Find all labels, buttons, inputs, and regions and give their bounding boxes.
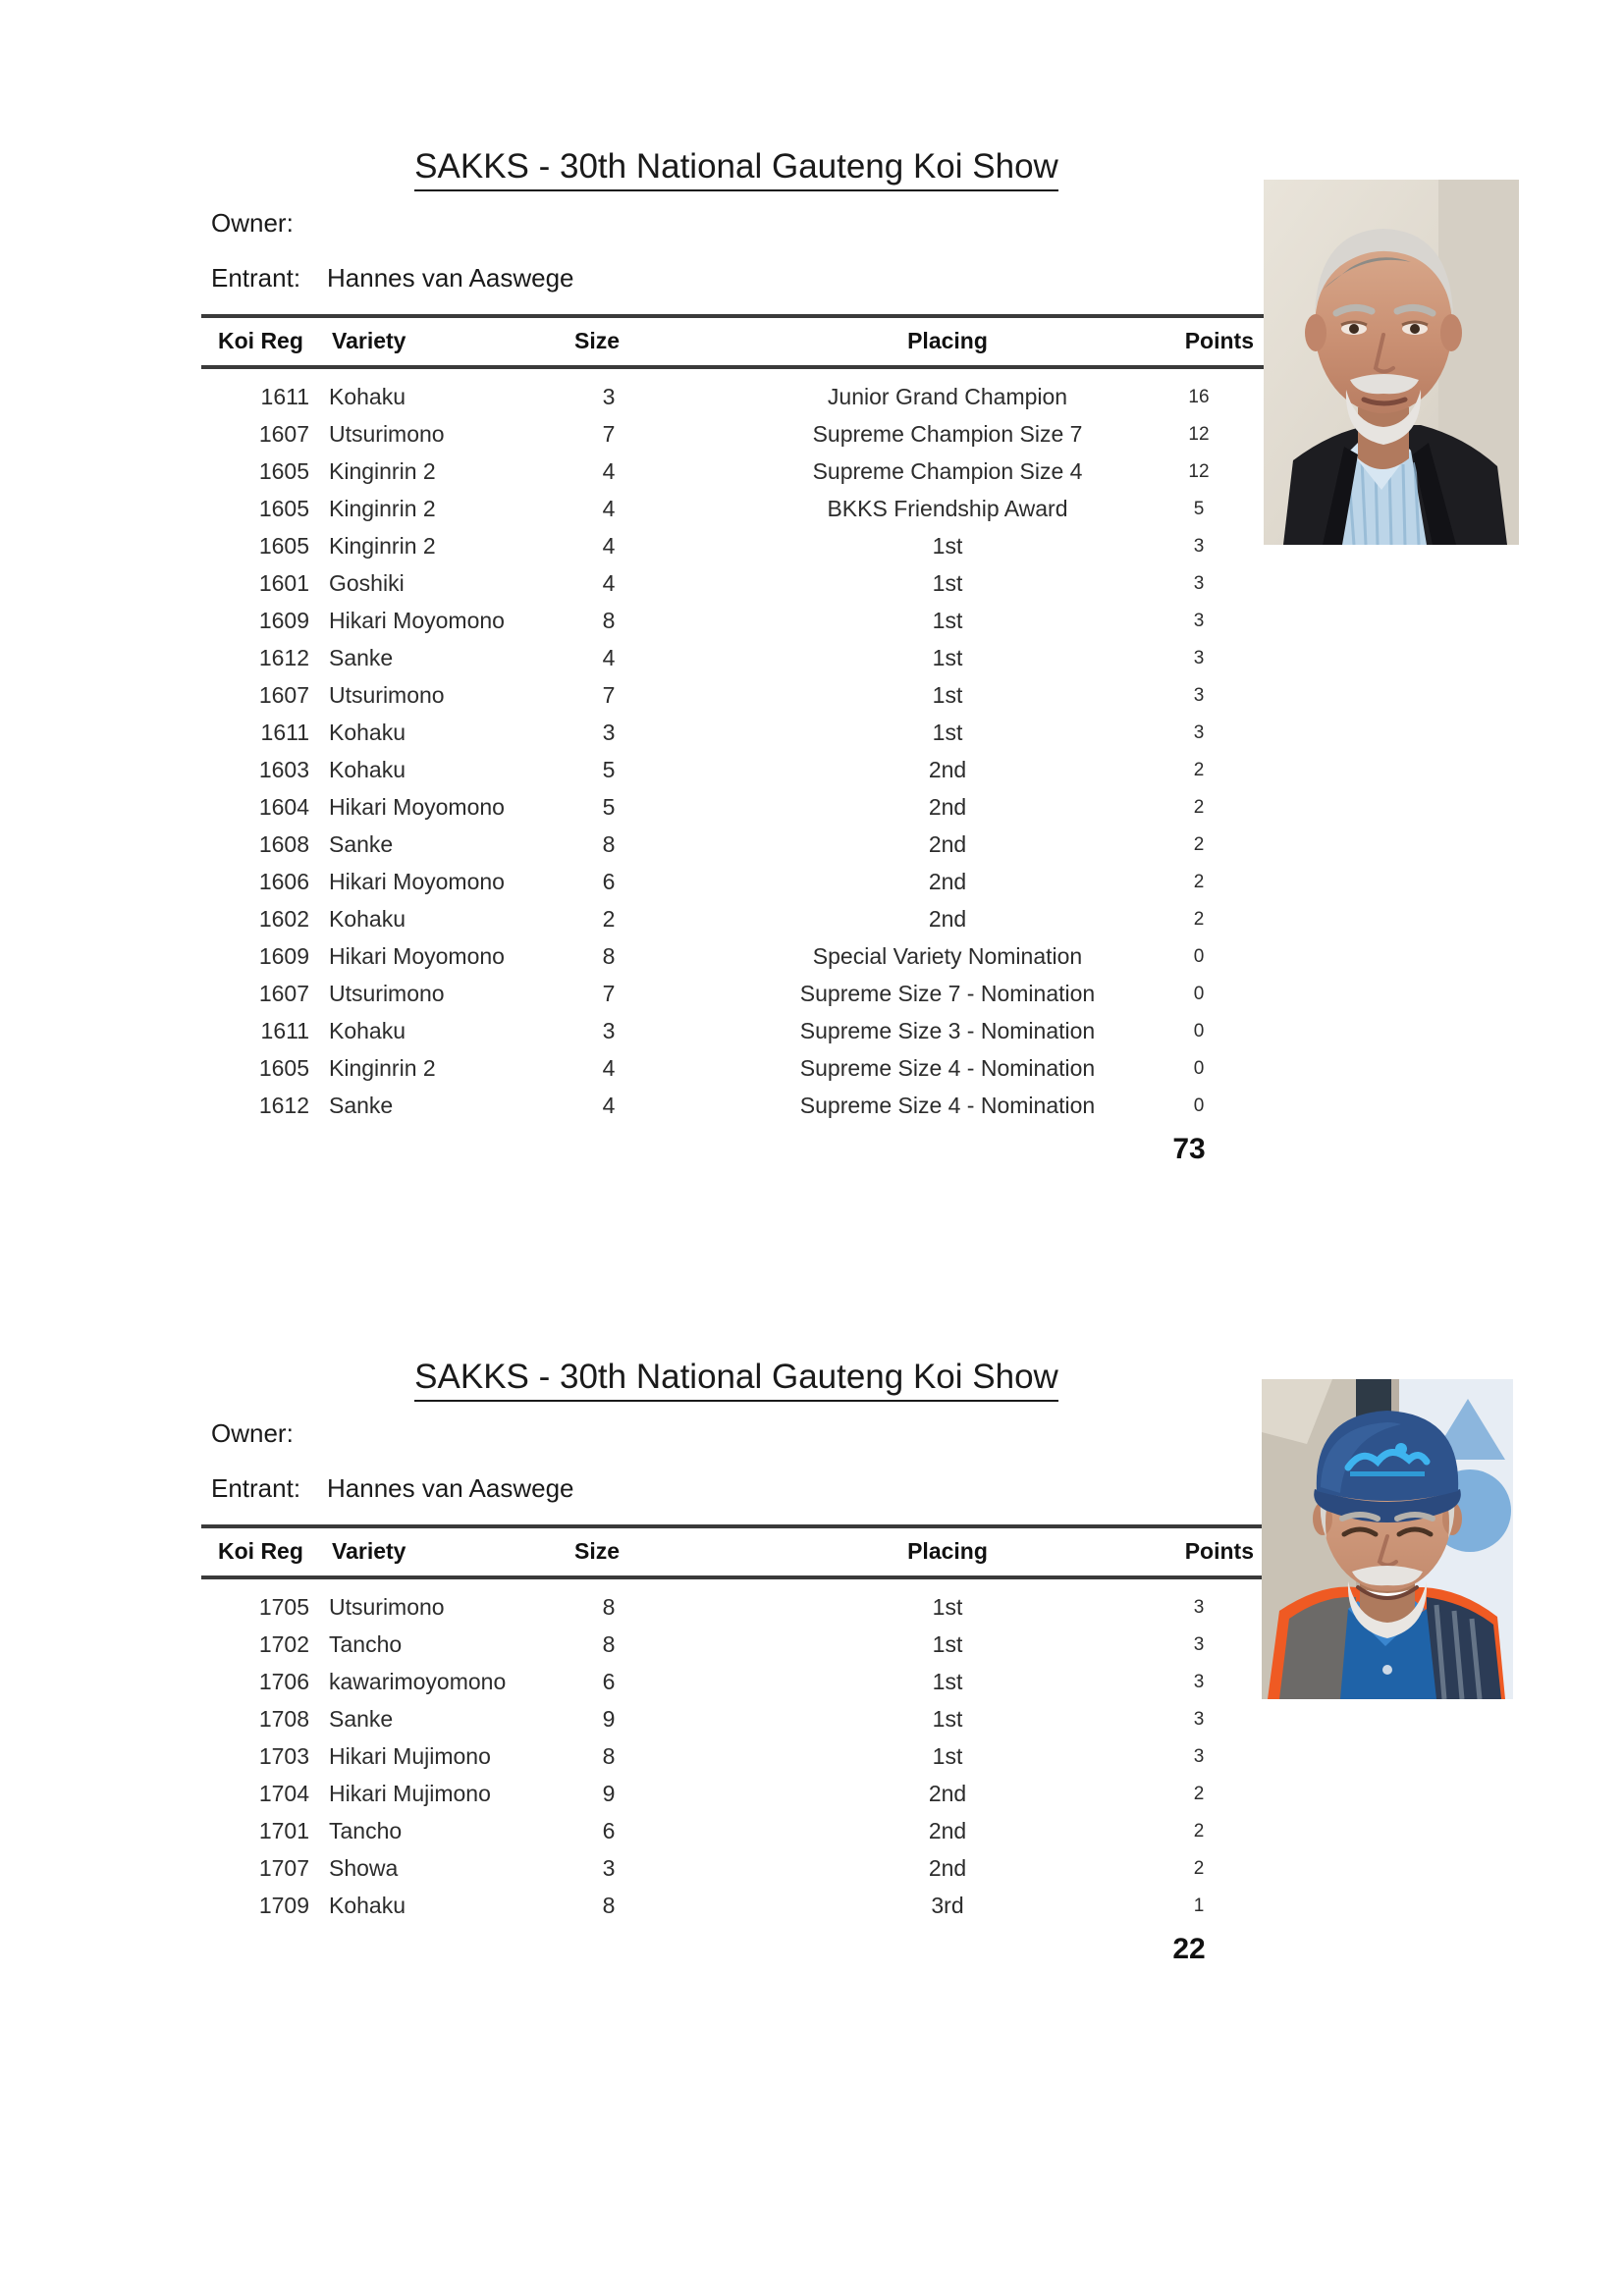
points-cell: 3 — [1193, 536, 1205, 557]
variety-cell: Hikari Moyomono — [329, 794, 505, 820]
column-header-points-1: Points — [1184, 328, 1254, 353]
points-cell: 3 — [1193, 1709, 1205, 1730]
variety-cell: Hikari Moyomono — [329, 608, 505, 633]
koi-reg-cell: 1605 — [258, 496, 309, 521]
variety-cell: Tancho — [329, 1631, 403, 1657]
variety-cell: Hikari Moyomono — [329, 869, 505, 894]
placing-cell: BKKS Friendship Award — [827, 496, 1068, 521]
variety-cell: Utsurimono — [329, 981, 445, 1006]
table-header-row-1 — [201, 318, 1272, 363]
total-points-2: 22 — [1172, 1933, 1206, 1965]
size-cell: 8 — [602, 943, 616, 969]
points-cell: 2 — [1193, 834, 1205, 855]
points-cell: 0 — [1193, 984, 1205, 1004]
variety-cell: Hikari Mujimono — [329, 1743, 491, 1769]
points-cell: 0 — [1193, 1058, 1205, 1079]
size-cell: 7 — [602, 682, 616, 708]
entrant-value-2: Hannes van Aaswege — [327, 1473, 574, 1503]
size-cell: 3 — [602, 1018, 616, 1043]
points-cell: 3 — [1193, 573, 1205, 594]
variety-cell: Hikari Moyomono — [329, 943, 505, 969]
table-row — [201, 1701, 1272, 1738]
table-row — [201, 827, 1272, 864]
koi-reg-cell: 1605 — [258, 533, 309, 559]
entrant-value-1: Hannes van Aaswege — [327, 263, 574, 293]
variety-cell: Kohaku — [329, 720, 406, 745]
column-header-koi-reg-1: Koi Reg — [218, 328, 303, 353]
table-row — [201, 528, 1272, 565]
koi-reg-cell: 1611 — [260, 1018, 309, 1043]
variety-cell: Kohaku — [329, 384, 406, 409]
column-header-points-2: Points — [1184, 1538, 1254, 1564]
koi-reg-cell: 1707 — [258, 1855, 309, 1881]
table-row — [201, 864, 1272, 901]
table-row — [201, 1738, 1272, 1776]
table-row — [201, 1776, 1272, 1813]
table-row — [201, 1088, 1272, 1125]
placing-cell: Supreme Size 4 - Nomination — [799, 1093, 1096, 1118]
size-cell: 7 — [602, 421, 616, 447]
points-cell: 3 — [1193, 685, 1205, 706]
koi-reg-cell: 1703 — [258, 1743, 309, 1769]
koi-reg-cell: 1709 — [258, 1893, 309, 1918]
placing-cell: Supreme Size 4 - Nomination — [799, 1055, 1096, 1081]
variety-cell: Kohaku — [329, 906, 406, 932]
variety-cell: Goshiki — [329, 570, 405, 596]
koi-reg-cell: 1605 — [258, 1055, 309, 1081]
points-cell: 3 — [1193, 648, 1205, 668]
koi-reg-cell: 1708 — [258, 1706, 309, 1732]
size-cell: 8 — [602, 1893, 616, 1918]
koi-reg-cell: 1612 — [258, 645, 309, 670]
variety-cell: kawarimoyomono — [329, 1669, 507, 1694]
placing-cell: 1st — [932, 1706, 963, 1732]
variety-cell: Showa — [329, 1855, 399, 1881]
table-row — [201, 603, 1272, 640]
size-cell: 9 — [602, 1706, 616, 1732]
entrant-line-2 — [211, 1473, 574, 1504]
size-cell: 7 — [602, 981, 616, 1006]
results-table-1 — [201, 314, 1272, 1176]
size-cell: 8 — [602, 1631, 616, 1657]
table-row — [201, 491, 1272, 528]
koi-reg-cell: 1601 — [258, 570, 309, 596]
variety-cell: Sanke — [329, 645, 394, 670]
owner-line-2 — [211, 1418, 327, 1449]
koi-reg-cell: 1607 — [258, 981, 309, 1006]
page-title-1-text: SAKKS - 30th National Gauteng Koi Show — [414, 147, 1058, 191]
column-header-size-2: Size — [574, 1538, 621, 1564]
table-row — [201, 640, 1272, 677]
koi-reg-cell: 1706 — [258, 1669, 309, 1694]
koi-reg-cell: 1611 — [260, 384, 309, 409]
size-cell: 4 — [602, 533, 616, 559]
size-cell: 2 — [602, 906, 616, 932]
points-cell: 12 — [1188, 424, 1210, 445]
placing-cell: 1st — [932, 1594, 963, 1620]
size-cell: 8 — [602, 608, 616, 633]
table-body-2 — [201, 1579, 1272, 1925]
size-cell: 3 — [602, 1855, 616, 1881]
variety-cell: Utsurimono — [329, 1594, 445, 1620]
placing-cell: 1st — [932, 720, 963, 745]
placing-cell: Supreme Champion Size 4 — [812, 458, 1083, 484]
results-table-2 — [201, 1524, 1272, 1976]
variety-cell: Utsurimono — [329, 421, 445, 447]
size-cell: 5 — [602, 757, 616, 782]
table-row — [201, 1888, 1272, 1925]
column-header-variety-2: Variety — [332, 1538, 406, 1564]
total-points-1: 73 — [1172, 1133, 1206, 1165]
variety-cell: Sanke — [329, 831, 394, 857]
placing-cell: 1st — [932, 645, 963, 670]
column-header-koi-reg-2: Koi Reg — [218, 1538, 303, 1564]
size-cell: 4 — [602, 458, 616, 484]
points-cell: 0 — [1193, 1021, 1205, 1041]
table-row — [201, 789, 1272, 827]
placing-cell: Supreme Size 7 - Nomination — [799, 981, 1096, 1006]
placing-cell: 2nd — [928, 1855, 967, 1881]
placing-cell: 1st — [932, 533, 963, 559]
table-body-1 — [201, 369, 1272, 1125]
entrant-photo-cap — [1262, 1379, 1513, 1699]
points-cell: 0 — [1193, 946, 1205, 967]
column-header-size-1: Size — [574, 328, 621, 353]
koi-reg-cell: 1612 — [258, 1093, 309, 1118]
entrant-photo-portrait — [1264, 180, 1519, 545]
size-cell: 3 — [602, 384, 616, 409]
table-row — [201, 715, 1272, 752]
variety-cell: Utsurimono — [329, 682, 445, 708]
table-row — [201, 1813, 1272, 1850]
koi-reg-cell: 1606 — [258, 869, 309, 894]
placing-cell: 2nd — [928, 1818, 967, 1843]
entrant-label-2: Entrant: — [211, 1473, 301, 1503]
placing-cell: Supreme Champion Size 7 — [812, 421, 1083, 447]
variety-cell: Hikari Mujimono — [329, 1781, 491, 1806]
size-cell: 4 — [602, 645, 616, 670]
placing-cell: Junior Grand Champion — [827, 384, 1068, 409]
points-cell: 3 — [1193, 611, 1205, 631]
placing-cell: 2nd — [928, 794, 967, 820]
points-cell: 12 — [1188, 461, 1210, 482]
placing-cell: 2nd — [928, 906, 967, 932]
owner-line-1 — [211, 208, 327, 239]
koi-reg-cell: 1608 — [258, 831, 309, 857]
placing-cell: Special Variety Nomination — [812, 943, 1083, 969]
table-row — [201, 1627, 1272, 1664]
page-title-2 — [201, 1358, 1272, 1397]
size-cell: 6 — [602, 869, 616, 894]
placing-cell: 1st — [932, 1743, 963, 1769]
size-cell: 4 — [602, 570, 616, 596]
placing-cell: 2nd — [928, 831, 967, 857]
koi-reg-cell: 1605 — [258, 458, 309, 484]
koi-reg-cell: 1702 — [258, 1631, 309, 1657]
size-cell: 8 — [602, 1594, 616, 1620]
variety-cell: Tancho — [329, 1818, 403, 1843]
table-row — [201, 1664, 1272, 1701]
table-row — [201, 752, 1272, 789]
points-cell: 3 — [1193, 1746, 1205, 1767]
points-cell: 5 — [1193, 499, 1205, 519]
variety-cell: Kohaku — [329, 1018, 406, 1043]
variety-cell: Sanke — [329, 1093, 394, 1118]
variety-cell: Sanke — [329, 1706, 394, 1732]
points-cell: 2 — [1193, 1858, 1205, 1879]
placing-cell: 1st — [932, 570, 963, 596]
table-row — [201, 901, 1272, 938]
column-header-variety-1: Variety — [332, 328, 406, 353]
entrant-line-1 — [211, 263, 574, 294]
points-cell: 1 — [1193, 1896, 1205, 1916]
table-row — [201, 454, 1272, 491]
table-row — [201, 1589, 1272, 1627]
koi-reg-cell: 1609 — [258, 943, 309, 969]
placing-cell: 3rd — [931, 1893, 964, 1918]
points-cell: 3 — [1193, 1597, 1205, 1618]
table-row — [201, 1050, 1272, 1088]
table-header-row-2 — [201, 1528, 1272, 1574]
size-cell: 3 — [602, 720, 616, 745]
koi-reg-cell: 1609 — [258, 608, 309, 633]
placing-cell: 1st — [932, 1669, 963, 1694]
placing-cell: 2nd — [928, 1781, 967, 1806]
size-cell: 9 — [602, 1781, 616, 1806]
points-cell: 16 — [1188, 387, 1210, 407]
table-row — [201, 565, 1272, 603]
table-row — [201, 938, 1272, 976]
table-row — [201, 1013, 1272, 1050]
size-cell: 8 — [602, 1743, 616, 1769]
table-row — [201, 379, 1272, 416]
koi-reg-cell: 1705 — [258, 1594, 309, 1620]
koi-reg-cell: 1604 — [258, 794, 309, 820]
size-cell: 8 — [602, 831, 616, 857]
size-cell: 4 — [602, 496, 616, 521]
points-cell: 3 — [1193, 722, 1205, 743]
total-row-2 — [201, 1925, 1272, 1976]
koi-reg-cell: 1603 — [258, 757, 309, 782]
size-cell: 6 — [602, 1669, 616, 1694]
points-cell: 0 — [1193, 1095, 1205, 1116]
size-cell: 6 — [602, 1818, 616, 1843]
koi-reg-cell: 1607 — [258, 682, 309, 708]
page-title-1 — [201, 147, 1272, 187]
column-header-placing-2: Placing — [907, 1538, 988, 1564]
size-cell: 4 — [602, 1055, 616, 1081]
points-cell: 2 — [1193, 909, 1205, 930]
koi-reg-cell: 1607 — [258, 421, 309, 447]
placing-cell: 1st — [932, 682, 963, 708]
variety-cell: Kinginrin 2 — [329, 496, 436, 521]
entrant-photo-portrait-graphic — [1264, 180, 1519, 545]
points-cell: 2 — [1193, 1821, 1205, 1842]
points-cell: 2 — [1193, 1784, 1205, 1804]
koi-reg-cell: 1611 — [260, 720, 309, 745]
variety-cell: Kinginrin 2 — [329, 458, 436, 484]
page-title-2-text: SAKKS - 30th National Gauteng Koi Show — [414, 1358, 1058, 1402]
table-row — [201, 976, 1272, 1013]
table-row — [201, 416, 1272, 454]
points-cell: 3 — [1193, 1634, 1205, 1655]
size-cell: 4 — [602, 1093, 616, 1118]
variety-cell: Kohaku — [329, 1893, 406, 1918]
koi-reg-cell: 1701 — [258, 1818, 309, 1843]
placing-cell: 1st — [932, 1631, 963, 1657]
table-row — [201, 677, 1272, 715]
points-cell: 2 — [1193, 797, 1205, 818]
koi-reg-cell: 1704 — [258, 1781, 309, 1806]
variety-cell: Kohaku — [329, 757, 406, 782]
entrant-label-1: Entrant: — [211, 263, 301, 293]
placing-cell: 1st — [932, 608, 963, 633]
total-row-1 — [201, 1125, 1272, 1176]
koi-reg-cell: 1602 — [258, 906, 309, 932]
owner-label-2: Owner: — [211, 1418, 294, 1448]
owner-label-1: Owner: — [211, 208, 294, 238]
table-row — [201, 1850, 1272, 1888]
points-cell: 2 — [1193, 760, 1205, 780]
size-cell: 5 — [602, 794, 616, 820]
points-cell: 2 — [1193, 872, 1205, 892]
placing-cell: 2nd — [928, 869, 967, 894]
column-header-placing-1: Placing — [907, 328, 988, 353]
entrant-photo-cap-graphic — [1262, 1379, 1513, 1699]
variety-cell: Kinginrin 2 — [329, 1055, 436, 1081]
points-cell: 3 — [1193, 1672, 1205, 1692]
placing-cell: 2nd — [928, 757, 967, 782]
placing-cell: Supreme Size 3 - Nomination — [799, 1018, 1096, 1043]
variety-cell: Kinginrin 2 — [329, 533, 436, 559]
